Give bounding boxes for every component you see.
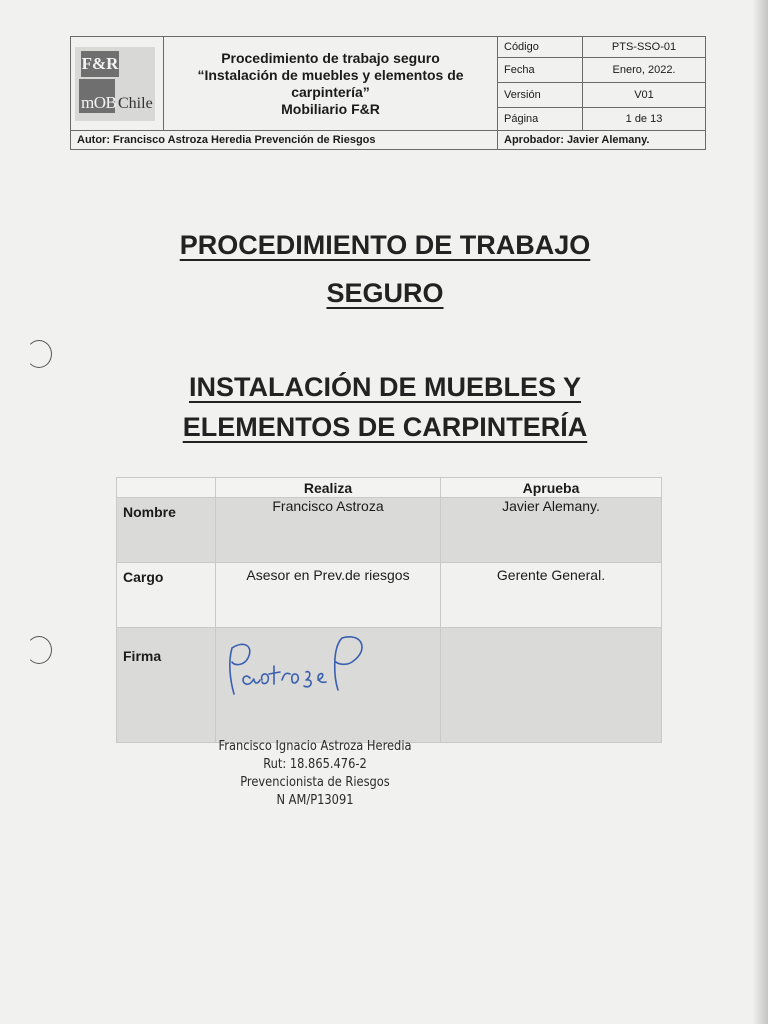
- punch-hole-top: [26, 340, 52, 368]
- field-label-fecha: Fecha: [498, 58, 583, 83]
- header-title-line: “Instalación de muebles y elementos de: [197, 66, 464, 83]
- professional-stamp: [187, 738, 442, 810]
- cell-realiza: Asesor en Prev.de riesgos: [216, 563, 441, 628]
- approver-line: Aprobador: Javier Alemany.: [498, 131, 706, 150]
- cell-realiza: Francisco Astroza: [216, 498, 441, 563]
- author-line: Autor: Francisco Astroza Heredia Prevención de Riesgos: [71, 131, 498, 150]
- document-title-line: SEGURO: [326, 278, 444, 308]
- field-value-fecha: Enero, 2022.: [583, 58, 706, 83]
- row-label: Cargo: [117, 563, 216, 628]
- cell-aprueba: Javier Alemany.: [441, 498, 662, 563]
- column-header-aprueba: Aprueba: [441, 478, 662, 498]
- stamp-line: N AM/P13091: [276, 793, 354, 808]
- field-label-version: Versión: [498, 83, 583, 108]
- logo-mob-text: mOB: [81, 92, 117, 112]
- row-label: Nombre: [117, 498, 216, 563]
- cell-signature-aprueba: [441, 628, 662, 743]
- punch-hole-bottom: [26, 636, 52, 664]
- field-value-codigo: PTS-SSO-01: [583, 37, 706, 58]
- field-value-pagina: 1 de 13: [583, 108, 706, 131]
- approval-table-header: [117, 478, 662, 498]
- table-row-nombre: [117, 498, 662, 563]
- document-header-table: [70, 36, 706, 150]
- field-value-version: V01: [583, 83, 706, 108]
- document-subtitle-line: ELEMENTOS DE CARPINTERÍA: [182, 412, 588, 442]
- table-row-cargo: [117, 563, 662, 628]
- logo-cell: [71, 37, 164, 131]
- logo-chile-text: Chile: [118, 94, 153, 112]
- logo-fr-text: F&R: [81, 51, 119, 77]
- field-label-codigo: Código: [498, 37, 583, 58]
- column-header-realiza: Realiza: [216, 478, 441, 498]
- field-label-pagina: Página: [498, 108, 583, 131]
- cell-aprueba: Gerente General.: [441, 563, 662, 628]
- document-subtitle: [60, 368, 710, 446]
- table-row-firma: [117, 628, 662, 743]
- approval-table: [116, 477, 662, 743]
- document-title: [60, 226, 710, 312]
- handwritten-signature: [220, 628, 390, 708]
- header-title: [164, 37, 498, 131]
- stamp-line: Francisco Ignacio Astroza Heredia: [218, 739, 412, 754]
- header-title-line: carpintería”: [291, 83, 370, 100]
- company-logo: [75, 47, 155, 121]
- stamp-line: Prevencionista de Riesgos: [240, 775, 390, 790]
- page-edge-shadow: [752, 0, 768, 1024]
- document-title-line: PROCEDIMIENTO DE TRABAJO: [179, 230, 591, 260]
- cell-signature-realiza: [216, 628, 441, 743]
- stamp-line: Rut: 18.865.476-2: [263, 757, 367, 772]
- header-title-line: Procedimiento de trabajo seguro: [221, 49, 440, 66]
- header-title-line: Mobiliario F&R: [281, 100, 380, 117]
- header-empty-cell: [117, 478, 216, 498]
- document-subtitle-line: INSTALACIÓN DE MUEBLES Y: [188, 372, 582, 402]
- row-label: Firma: [117, 628, 216, 743]
